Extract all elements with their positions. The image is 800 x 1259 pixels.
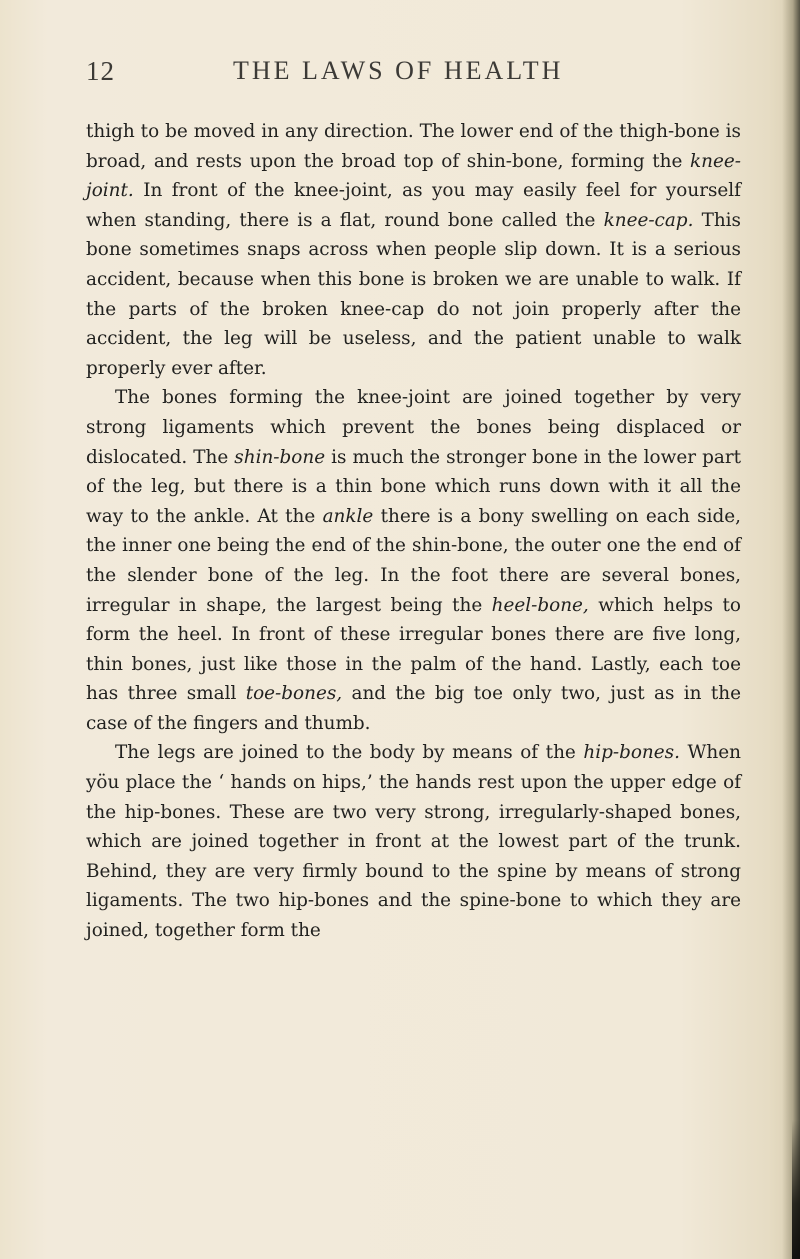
text-run: which helps to form the heel. In front of these irregular bones there are five long, thin bones, just like those in the palm of the hand. Lastly, each toe has three small	[86, 594, 742, 705]
italic-term: heel-bone,	[491, 594, 589, 616]
text-run: and the big toe only two, just as in the case of the fingers and thumb.	[86, 683, 741, 734]
text-run: The bones forming the knee-joint are joined together by very strong ligaments which prevent the bones being displaced or dislocated. The	[86, 387, 741, 468]
text-run: is much the stronger bone in the lower part of the leg, but there is a thin bone which runs down with it all the way to the ankle. At the	[86, 446, 741, 527]
italic-term: hip-bones.	[583, 742, 680, 764]
page-number: 12	[86, 56, 115, 86]
page-edge-shadow	[782, 0, 800, 1259]
text-run: This bone sometimes snaps across when people slip down. It is a serious accident, because when this bone is broken we are unable to walk. If the parts of the broken knee-cap do not join properly after the accident, the leg will be useless, and the patient unable to walk properly ever after.	[86, 209, 741, 379]
italic-term: knee-cap.	[603, 209, 694, 231]
page-corner-shadow	[792, 1120, 800, 1259]
page-header	[0, 56, 800, 96]
italic-term: toe-bones,	[245, 683, 343, 705]
text-run: When yöu place the ‘ hands on hips,’ the hands rest upon the upper edge of the hip-bones. These are two very strong, irregularly-shaped bones, which are joined together in front at the lowest part of the trunk. Behind, they are very firmly bound to the spine by means of strong ligaments. The two hip-bones and the spine-bone to which they are joined, together form the	[86, 742, 741, 942]
italic-term: shin-bone	[234, 446, 326, 468]
text-run: In front of the knee-joint, as you may easily feel for yourself when standing, there is a flat, round bone called the	[86, 180, 741, 231]
text-run: there is a bony swelling on each side, the inner one being the end of the shin-bone, the outer one the end of the slender bone of the leg. In the foot there are several bones, irregular in shape, the largest being the	[86, 505, 741, 616]
text-run: thigh to be moved in any direction. The lower end of the thigh-bone is broad, and rests upon the broad top of shin-bone, forming the	[86, 121, 741, 172]
italic-term: knee-joint.	[86, 150, 741, 202]
paragraph	[86, 117, 741, 383]
paragraph	[86, 738, 741, 945]
paragraph	[86, 383, 741, 738]
italic-term: ankle	[322, 505, 374, 527]
text-run: The legs are joined to the body by means of the	[115, 742, 584, 764]
body-text	[86, 117, 741, 946]
running-head: THE LAWS OF HEALTH	[233, 56, 564, 85]
